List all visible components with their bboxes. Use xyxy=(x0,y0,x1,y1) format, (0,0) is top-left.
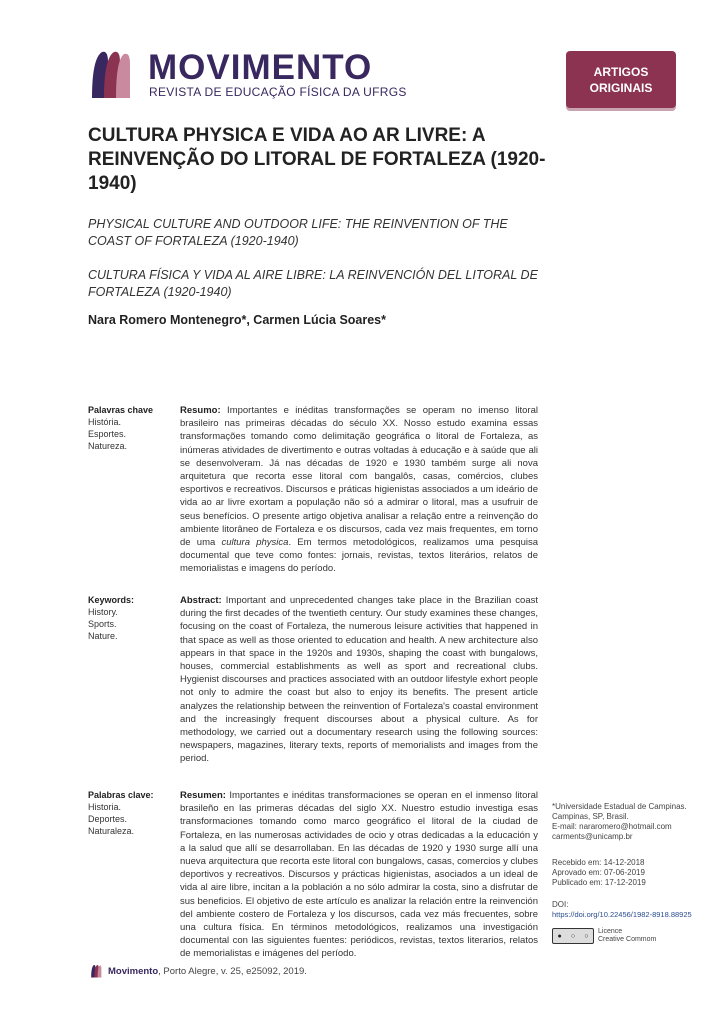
keyword: Naturaleza. xyxy=(88,826,135,836)
keyword: Historia. xyxy=(88,802,122,812)
email[interactable]: carments@unicamp.br xyxy=(552,832,633,841)
published-date: Publicado em: 17-12-2019 xyxy=(552,878,646,887)
authors: Nara Romero Montenegro*, Carmen Lúcia Soares* xyxy=(88,313,386,327)
keywords-es xyxy=(88,789,174,837)
keyword: Deportes. xyxy=(88,814,128,824)
keyword: Natureza. xyxy=(88,441,128,451)
affiliation-notes xyxy=(552,802,702,842)
license[interactable] xyxy=(552,928,656,944)
keywords-label: Palavras chave xyxy=(88,405,154,415)
keywords-pt xyxy=(88,404,174,452)
abstract-label: Abstract: xyxy=(180,595,222,606)
section-badge-line1: ARTIGOS xyxy=(593,65,649,79)
abstract-es xyxy=(180,789,538,961)
footer-citation-text: , Porto Alegre, v. 25, e25092, 2019. xyxy=(158,965,307,977)
received-date: Recebido em: 14-12-2018 xyxy=(552,858,645,867)
article-title-en: PHYSICAL CULTURE AND OUTDOOR LIFE: THE REINVENTION OF THE COAST OF FORTALEZA (1920-1940) xyxy=(88,217,508,248)
article-title-es: CULTURA FÍSICA Y VIDA AL AIRE LIBRE: LA REINVENCIÓN DEL LITORAL DE FORTALEZA (1920-1940) xyxy=(88,268,538,299)
keywords-label: Palabras clave: xyxy=(88,790,154,800)
keyword: História. xyxy=(88,417,122,427)
abstract-label: Resumen: xyxy=(180,790,226,801)
footer-citation xyxy=(88,964,307,978)
journal-title: MOVIMENTO xyxy=(148,48,373,87)
affiliation: *Universidade Estadual de Campinas. Campinas, SP, Brasil. xyxy=(552,802,687,821)
abstract-en xyxy=(180,594,538,766)
email[interactable]: nararomero@hotmail.com xyxy=(579,822,672,831)
section-badge-line2: ORIGINAIS xyxy=(589,81,653,95)
creative-commons-icon: ● ○ ○ xyxy=(552,928,594,944)
section-badge xyxy=(566,51,676,108)
keyword: Sports. xyxy=(88,619,117,629)
email-label: E-mail: xyxy=(552,822,577,831)
abstract-text: . Em termos metodológicos, realizamos uma pesquisa documental que teve como fontes: jornais, revistas, textos literários, relatos de memorialistas e imagens do período. xyxy=(180,537,538,575)
keyword: History. xyxy=(88,607,118,617)
abstract-emphasis: cultura physica xyxy=(221,537,289,549)
doi-link[interactable]: https://doi.org/10.22456/1982-8918.88925 xyxy=(552,910,692,919)
abstract-label: Resumo: xyxy=(180,405,221,416)
journal-logo-small-icon xyxy=(88,964,104,978)
approved-date: Aprovado em: 07-06-2019 xyxy=(552,868,645,877)
journal-subtitle: REVISTA DE EDUCAÇÃO FÍSICA DA UFRGS xyxy=(149,85,407,99)
keywords-label: Keywords: xyxy=(88,595,135,605)
abstract-text: Importantes e inéditas transformações se operam no imenso litoral brasileiro nas primeiras décadas do século XX. Nosso estudo examina essas transformações tomando como delimitação geográfica o litoral de Fortaleza, as inúmeras atividades de divertimento e outras voltadas à educação e à saúde que ali se desenvolveram. Já nas décadas de 1920 e 1930 também surge ali nova arquitetura que recorta esse litoral com bangalôs, casas, comércios, clubes esportivos e recreativos. Discursos e práticas higienistas associados a um ideário de vida ao ar livre exortam a população não só a admirar o litoral, mas a usufruir de seus benefícios. O presente artigo objetiva analisar a relação entre a reinvenção do ambiente litorâneo de Fortaleza e os discursos, cada vez mais frequentes, em torno de uma xyxy=(180,405,538,549)
doi-label: DOI: xyxy=(552,900,569,909)
keyword: Esportes. xyxy=(88,429,127,439)
license-text: Licence Creative Commom xyxy=(598,928,657,943)
abstract-text: Importantes e inéditas transformaciones se operan en el inmenso litoral brasileño en las primeras décadas del siglo XX. Nuestro estudio investiga esas transformaciones tomando como marco geográfico el litoral de la ciudad de Fortaleza, en las numerosas actividades de ocio y otras dedicadas a la educación y a la salud que allí se desarrollaban. En las décadas de 1920 y 1930 surge allí una nueva arquitectura que recorta este litoral con bungalows, casas, comercios y clubes deportivos y recreativos. Discursos y prácticas higienistas, asociados a un ideal de vida al aire libre, incitan a la población a no sólo admirar la costa, sino a disfrutar de sus beneficios. El objetivo de este artículo es analizar la relación entre la reinvención del ambiente costero de Fortaleza y los discursos, cada vez más frecuentes, sobre una cultura física. En términos metodológicos, realizamos una investigación documental con las siguientes fuentes: periódicos, revistas, textos literarios, relatos de memorialistas e imágenes del período. xyxy=(180,790,538,960)
abstract-text: Important and unprecedented changes take place in the Brazilian coast during the first decades of the twentieth century. Our study examines these changes, focusing on the coast of Fortaleza, the numerous leisure activities that happened in that space as well as those oriented to education and health. A new architecture also appears in that space in the 1920s and 1930s, shaping the coast with bungalows, houses, commercial establishments as well as sport and recreational clubs. Hygienist discourses and practices associated with an outdoor lifestyle exhort people not only to admire the coast but also to enjoy its benefits. The present article analyzes the relationship between the reinvention of Fortaleza's coastal environment and the increasingly frequent discourses about a physical culture. As for methodology, we carried out a documentary research using the following sources: newspapers, magazines, literary texts, reports of memorialists and images from the period. xyxy=(180,595,538,765)
article-title: CULTURA PHYSICA E VIDA AO AR LIVRE: A REINVENÇÃO DO LITORAL DE FORTALEZA (1920-1940) xyxy=(88,125,546,194)
abstract-pt xyxy=(180,404,538,576)
keywords-en xyxy=(88,594,174,642)
dates xyxy=(552,858,702,888)
footer-journal: Movimento xyxy=(108,965,159,977)
journal-logo-icon xyxy=(88,48,132,100)
doi-block xyxy=(552,900,702,920)
keyword: Nature. xyxy=(88,631,118,641)
